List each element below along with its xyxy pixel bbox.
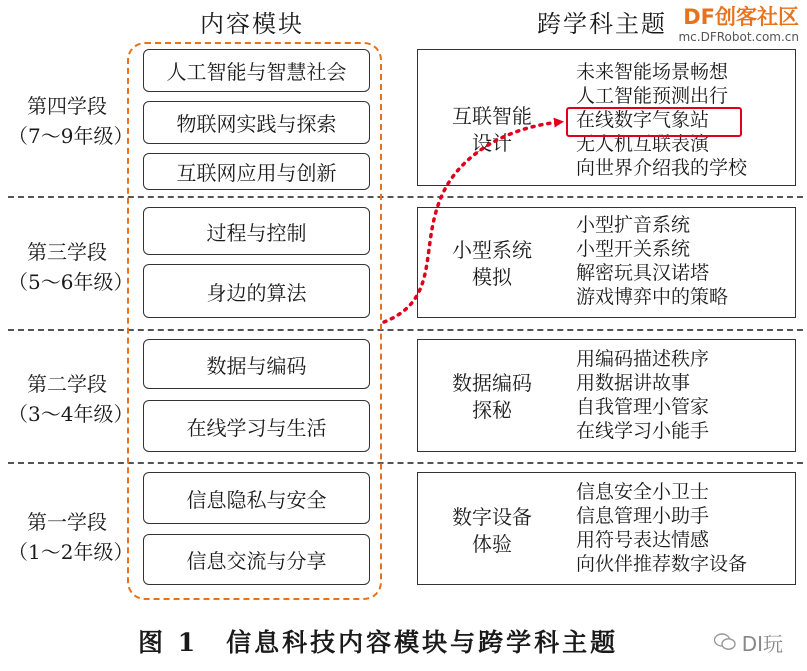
topic-item: 人工智能预测出行 xyxy=(576,85,729,107)
watermark xyxy=(714,628,783,657)
stage-label-3: 第三学段 （5～6年级） xyxy=(8,240,134,294)
topic-item: 小型扩音系统 xyxy=(576,214,691,236)
module-box: 互联网应用与创新 xyxy=(143,153,370,190)
topic-item: 无人机互联表演 xyxy=(576,133,710,155)
topic-item: 未来智能场景畅想 xyxy=(576,61,729,83)
topic-item: 用编码描述秩序 xyxy=(576,348,710,370)
watermark-text: DI玩 xyxy=(741,632,783,656)
wechat-icon xyxy=(714,632,736,656)
brand-df: DF xyxy=(683,5,715,29)
themes-header: 跨学科主题 xyxy=(537,10,667,38)
module-box: 过程与控制 xyxy=(143,207,370,255)
topic-item: 解密玩具汉诺塔 xyxy=(576,262,710,284)
module-box: 人工智能与智慧社会 xyxy=(143,49,370,92)
topic-item: 信息安全小卫士 xyxy=(576,481,710,503)
module-box: 身边的算法 xyxy=(143,264,370,318)
topic-item: 向伙伴推荐数字设备 xyxy=(576,553,748,575)
topic-item: 游戏博弈中的策略 xyxy=(576,286,729,308)
stage-label-4: 第四学段 （7～9年级） xyxy=(8,94,134,148)
figure-caption xyxy=(138,623,618,659)
module-box: 在线学习与生活 xyxy=(143,400,370,452)
theme-title: 互联智能 设计 xyxy=(452,104,532,155)
theme-title: 数据编码 探秘 xyxy=(452,371,532,422)
topic-item: 小型开关系统 xyxy=(576,238,691,260)
stage-label-2: 第二学段 （3～4年级） xyxy=(8,372,134,426)
module-box: 信息隐私与安全 xyxy=(143,472,370,524)
brand-name: 创客社区 xyxy=(715,5,799,29)
modules-header: 内容模块 xyxy=(200,10,304,38)
theme-title: 小型系统 模拟 xyxy=(452,238,532,289)
module-box: 数据与编码 xyxy=(143,339,370,389)
theme-title: 数字设备 体验 xyxy=(452,505,532,556)
module-box: 物联网实践与探索 xyxy=(143,101,370,144)
topic-item: 用符号表达情感 xyxy=(576,529,710,551)
topic-item: 用数据讲故事 xyxy=(576,372,691,394)
figure-title: 信息科技内容模块与跨学科主题 xyxy=(226,628,619,657)
topic-item: 在线数字气象站 xyxy=(576,109,710,131)
brand-url: mc.DFRobot.com.cn xyxy=(678,30,799,44)
module-box: 信息交流与分享 xyxy=(143,534,370,585)
topic-item: 向世界介绍我的学校 xyxy=(576,157,748,179)
topic-item: 自我管理小管家 xyxy=(576,396,710,418)
topic-item: 在线学习小能手 xyxy=(576,420,710,442)
topic-item: 信息管理小助手 xyxy=(576,505,710,527)
stage-label-1: 第一学段 （1～2年级） xyxy=(8,510,134,564)
figure-number: 图 1 xyxy=(138,628,199,657)
